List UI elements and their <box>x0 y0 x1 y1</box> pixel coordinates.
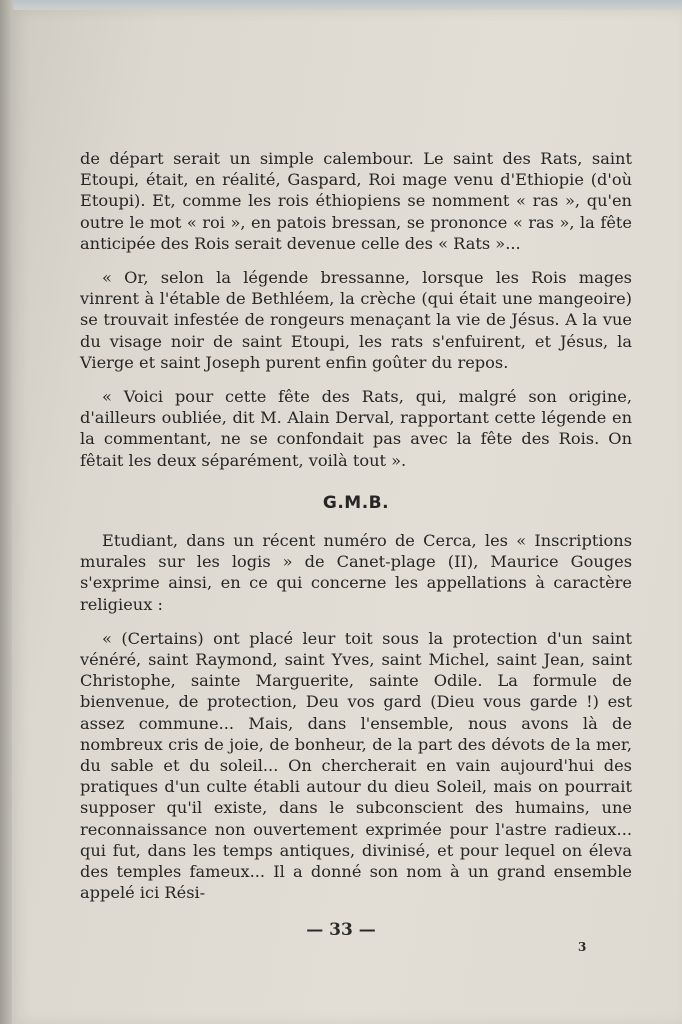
paragraph-2: « Or, selon la légende bressanne, lorsque les Rois mages vinrent à l'étable de Bethléem, la crèche (qui était une mangeoire) se trouvait infestée de rongeurs menaçant la vie de Jésus. A la vue du visage noir de saint Etoupi, les rats s'enfuirent, et Jésus, la Vierge et saint Joseph purent enfin goûter du repos. <box>80 268 632 372</box>
paragraph-5: « (Certains) ont placé leur toit sous la protection d'un saint vénéré, saint Raymond, saint Yves, saint Michel, saint Jean, saint Christophe, sainte Marguerite, sainte Odile. La formule de bienvenue, de protection, Deu vos gard (Dieu vous garde !) est assez commune... Mais, dans l'ensemble, nous avons là de nombreux cris de joie, de bonheur, de la part des dévots de la mer, du sable et du soleil... On chercherait en vain aujourd'hui des pratiques d'un culte établi autour du dieu Soleil, mais on pourrait supposer qu'il existe, dans le subconscient des humains, une reconnaissance non ouvertement exprimée pour l'astre radieux... qui fut, dans les temps antiques, divinisé, et pour lequel on éleva des temples fameux... Il a donné son nom à un grand ensemble appelé ici Rési- <box>80 628 632 903</box>
page-number: — 33 — <box>306 920 376 940</box>
section-heading: G.M.B. <box>322 492 390 513</box>
paragraph-1: de départ serait un simple calembour. Le saint des Rats, saint Etoupi, était, en réalité, Gaspard, Roi mage venu d'Ethiopie (d'où Etoupi). Et, comme les rois éthiopiens se nomment « ras », qu'en outre le mot « roi », en patois bressan, se prononce « ras », la fête anticipée des Rois serait devenue celle des « Rats »... <box>80 149 632 253</box>
signature-mark: 3 <box>578 940 587 954</box>
page-text <box>80 148 632 917</box>
paragraph-4: Etudiant, dans un récent numéro de Cerca, les « Inscriptions murales sur les logis » de Canet-plage (II), Maurice Gouges s'exprime ainsi, en ce qui concerne les appellations à caractère religieux : <box>80 531 632 614</box>
paragraph-3: « Voici pour cette fête des Rats, qui, malgré son origine, d'ailleurs oubliée, dit M. Alain Derval, rapportant cette légende en la commentant, ne se confondait pas avec la fête des Rois. On fêtait les deux séparément, voilà tout ». <box>80 387 632 470</box>
